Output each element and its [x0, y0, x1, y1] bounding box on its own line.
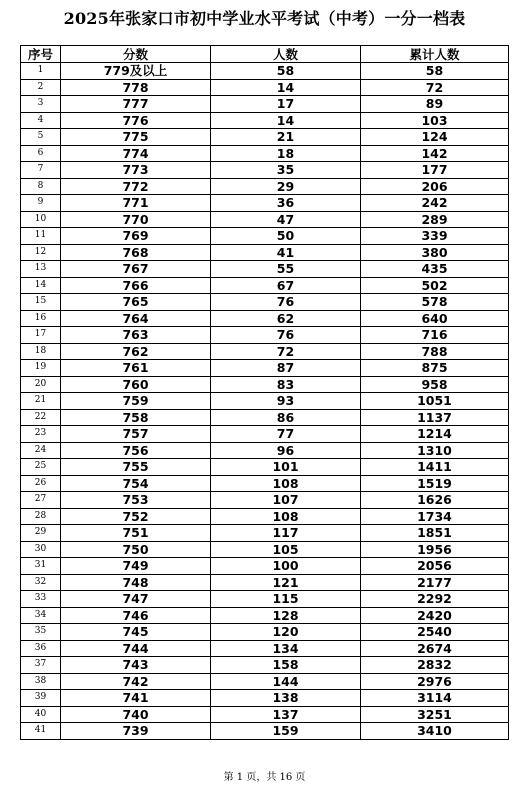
row-score-cell: 769: [61, 228, 211, 245]
row-score-cell: 771: [61, 195, 211, 212]
row-score-cell: 777: [61, 96, 211, 113]
table-row: [21, 162, 509, 179]
row-count-cell: 117: [211, 525, 361, 542]
row-seq-cell: 18: [21, 343, 61, 360]
row-score-cell: 766: [61, 277, 211, 294]
row-cumulative-cell: 875: [361, 360, 509, 377]
row-seq-cell: 30: [21, 541, 61, 558]
row-cumulative-cell: 2674: [361, 640, 509, 657]
row-seq-cell: 27: [21, 492, 61, 509]
row-count-cell: 159: [211, 723, 361, 740]
row-seq-cell: 9: [21, 195, 61, 212]
row-count-cell: 17: [211, 96, 361, 113]
row-cumulative-cell: 2056: [361, 558, 509, 575]
row-count-cell: 35: [211, 162, 361, 179]
row-score-cell: 774: [61, 145, 211, 162]
table-row: [21, 228, 509, 245]
row-count-cell: 87: [211, 360, 361, 377]
row-count-cell: 29: [211, 178, 361, 195]
row-score-cell: 748: [61, 574, 211, 591]
row-count-cell: 72: [211, 343, 361, 360]
row-cumulative-cell: 578: [361, 294, 509, 311]
row-cumulative-cell: 3410: [361, 723, 509, 740]
row-seq-cell: 28: [21, 508, 61, 525]
row-count-cell: 134: [211, 640, 361, 657]
row-cumulative-cell: 289: [361, 211, 509, 228]
row-cumulative-cell: 89: [361, 96, 509, 113]
row-cumulative-cell: 58: [361, 63, 509, 80]
page-number-footer: 第 1 页，共 16 页: [223, 772, 306, 783]
row-cumulative-cell: 339: [361, 228, 509, 245]
row-score-cell: 770: [61, 211, 211, 228]
row-cumulative-cell: 1310: [361, 442, 509, 459]
row-count-cell: 50: [211, 228, 361, 245]
row-score-cell: 768: [61, 244, 211, 261]
column-header-score: 分数: [61, 46, 211, 63]
row-cumulative-cell: 2832: [361, 657, 509, 674]
row-seq-cell: 16: [21, 310, 61, 327]
table-row: [21, 574, 509, 591]
row-count-cell: 62: [211, 310, 361, 327]
row-cumulative-cell: 72: [361, 79, 509, 96]
row-count-cell: 108: [211, 508, 361, 525]
row-cumulative-cell: 716: [361, 327, 509, 344]
row-seq-cell: 22: [21, 409, 61, 426]
row-seq-cell: 19: [21, 360, 61, 377]
row-count-cell: 86: [211, 409, 361, 426]
row-seq-cell: 36: [21, 640, 61, 657]
row-score-cell: 773: [61, 162, 211, 179]
row-seq-cell: 4: [21, 112, 61, 129]
row-cumulative-cell: 2540: [361, 624, 509, 641]
row-count-cell: 58: [211, 63, 361, 80]
row-cumulative-cell: 788: [361, 343, 509, 360]
row-count-cell: 115: [211, 591, 361, 608]
row-score-cell: 751: [61, 525, 211, 542]
row-cumulative-cell: 242: [361, 195, 509, 212]
row-count-cell: 76: [211, 327, 361, 344]
row-seq-cell: 25: [21, 459, 61, 476]
row-score-cell: 760: [61, 376, 211, 393]
row-seq-cell: 10: [21, 211, 61, 228]
column-header-count: 人数: [211, 46, 361, 63]
table-row: [21, 195, 509, 212]
table-row: [21, 79, 509, 96]
table-row: [21, 294, 509, 311]
row-score-cell: 765: [61, 294, 211, 311]
row-seq-cell: 2: [21, 79, 61, 96]
row-seq-cell: 15: [21, 294, 61, 311]
row-cumulative-cell: 177: [361, 162, 509, 179]
row-seq-cell: 21: [21, 393, 61, 410]
table-row: [21, 640, 509, 657]
table-row: [21, 459, 509, 476]
row-score-cell: 764: [61, 310, 211, 327]
table-row: [21, 211, 509, 228]
row-cumulative-cell: 124: [361, 129, 509, 146]
row-cumulative-cell: 435: [361, 261, 509, 278]
row-score-cell: 744: [61, 640, 211, 657]
row-count-cell: 144: [211, 673, 361, 690]
table-row: [21, 591, 509, 608]
row-score-cell: 740: [61, 706, 211, 723]
row-count-cell: 14: [211, 79, 361, 96]
row-count-cell: 107: [211, 492, 361, 509]
table-row: [21, 178, 509, 195]
table-row: [21, 657, 509, 674]
row-count-cell: 67: [211, 277, 361, 294]
table-row: [21, 310, 509, 327]
row-count-cell: 93: [211, 393, 361, 410]
table-row: [21, 607, 509, 624]
row-seq-cell: 41: [21, 723, 61, 740]
table-body: [21, 63, 509, 740]
row-cumulative-cell: 2420: [361, 607, 509, 624]
row-score-cell: 743: [61, 657, 211, 674]
row-count-cell: 77: [211, 426, 361, 443]
table-row: [21, 360, 509, 377]
row-count-cell: 100: [211, 558, 361, 575]
row-seq-cell: 7: [21, 162, 61, 179]
table-row: [21, 96, 509, 113]
row-score-cell: 759: [61, 393, 211, 410]
row-cumulative-cell: 380: [361, 244, 509, 261]
row-count-cell: 21: [211, 129, 361, 146]
table-row: [21, 690, 509, 707]
row-score-cell: 754: [61, 475, 211, 492]
row-score-cell: 778: [61, 79, 211, 96]
row-seq-cell: 38: [21, 673, 61, 690]
row-seq-cell: 5: [21, 129, 61, 146]
table-row: [21, 343, 509, 360]
row-score-cell: 772: [61, 178, 211, 195]
table-row: [21, 541, 509, 558]
row-count-cell: 18: [211, 145, 361, 162]
row-seq-cell: 6: [21, 145, 61, 162]
row-score-cell: 753: [61, 492, 211, 509]
row-score-cell: 750: [61, 541, 211, 558]
row-seq-cell: 24: [21, 442, 61, 459]
table-row: [21, 673, 509, 690]
row-score-cell: 775: [61, 129, 211, 146]
table-row: [21, 261, 509, 278]
table-row: [21, 475, 509, 492]
row-cumulative-cell: 103: [361, 112, 509, 129]
row-seq-cell: 20: [21, 376, 61, 393]
row-seq-cell: 29: [21, 525, 61, 542]
row-cumulative-cell: 958: [361, 376, 509, 393]
row-score-cell: 756: [61, 442, 211, 459]
table-row: [21, 426, 509, 443]
row-cumulative-cell: 3251: [361, 706, 509, 723]
column-header-cumulative: 累计人数: [361, 46, 509, 63]
row-seq-cell: 8: [21, 178, 61, 195]
table-row: [21, 723, 509, 740]
row-score-cell: 739: [61, 723, 211, 740]
table-row: [21, 63, 509, 80]
row-cumulative-cell: 1626: [361, 492, 509, 509]
row-seq-cell: 31: [21, 558, 61, 575]
row-score-cell: 742: [61, 673, 211, 690]
row-score-cell: 758: [61, 409, 211, 426]
table-row: [21, 277, 509, 294]
row-seq-cell: 26: [21, 475, 61, 492]
row-cumulative-cell: 1214: [361, 426, 509, 443]
row-count-cell: 138: [211, 690, 361, 707]
table-row: [21, 409, 509, 426]
row-count-cell: 41: [211, 244, 361, 261]
row-count-cell: 96: [211, 442, 361, 459]
row-count-cell: 36: [211, 195, 361, 212]
row-cumulative-cell: 502: [361, 277, 509, 294]
row-count-cell: 55: [211, 261, 361, 278]
row-count-cell: 101: [211, 459, 361, 476]
row-cumulative-cell: 3114: [361, 690, 509, 707]
row-cumulative-cell: 1851: [361, 525, 509, 542]
row-score-cell: 763: [61, 327, 211, 344]
row-count-cell: 83: [211, 376, 361, 393]
row-score-cell: 776: [61, 112, 211, 129]
row-score-cell: 779及以上: [61, 63, 211, 80]
row-seq-cell: 33: [21, 591, 61, 608]
row-cumulative-cell: 1411: [361, 459, 509, 476]
row-cumulative-cell: 2976: [361, 673, 509, 690]
row-score-cell: 749: [61, 558, 211, 575]
table-row: [21, 112, 509, 129]
row-count-cell: 108: [211, 475, 361, 492]
row-seq-cell: 40: [21, 706, 61, 723]
column-header-seq: 序号: [21, 46, 61, 63]
score-distribution-table: [20, 45, 509, 740]
row-cumulative-cell: 206: [361, 178, 509, 195]
row-cumulative-cell: 1956: [361, 541, 509, 558]
row-seq-cell: 17: [21, 327, 61, 344]
row-cumulative-cell: 1137: [361, 409, 509, 426]
row-score-cell: 767: [61, 261, 211, 278]
row-score-cell: 746: [61, 607, 211, 624]
table-header-row: [21, 46, 509, 63]
table-row: [21, 393, 509, 410]
row-seq-cell: 1: [21, 63, 61, 80]
row-seq-cell: 13: [21, 261, 61, 278]
row-seq-cell: 35: [21, 624, 61, 641]
page-title: 2025年张家口市初中学业水平考试（中考）一分一档表: [63, 9, 466, 28]
row-cumulative-cell: 2292: [361, 591, 509, 608]
row-seq-cell: 32: [21, 574, 61, 591]
row-seq-cell: 37: [21, 657, 61, 674]
table-row: [21, 624, 509, 641]
row-count-cell: 47: [211, 211, 361, 228]
row-seq-cell: 23: [21, 426, 61, 443]
table-row: [21, 525, 509, 542]
row-seq-cell: 3: [21, 96, 61, 113]
row-count-cell: 105: [211, 541, 361, 558]
row-cumulative-cell: 2177: [361, 574, 509, 591]
row-score-cell: 747: [61, 591, 211, 608]
row-seq-cell: 39: [21, 690, 61, 707]
row-seq-cell: 12: [21, 244, 61, 261]
table-row: [21, 706, 509, 723]
table-row: [21, 244, 509, 261]
row-count-cell: 128: [211, 607, 361, 624]
row-count-cell: 76: [211, 294, 361, 311]
row-score-cell: 752: [61, 508, 211, 525]
row-cumulative-cell: 640: [361, 310, 509, 327]
table-row: [21, 508, 509, 525]
row-cumulative-cell: 1734: [361, 508, 509, 525]
row-score-cell: 761: [61, 360, 211, 377]
row-score-cell: 755: [61, 459, 211, 476]
table-row: [21, 442, 509, 459]
row-cumulative-cell: 1051: [361, 393, 509, 410]
row-count-cell: 137: [211, 706, 361, 723]
row-score-cell: 757: [61, 426, 211, 443]
row-score-cell: 762: [61, 343, 211, 360]
table-row: [21, 558, 509, 575]
table-row: [21, 492, 509, 509]
row-seq-cell: 11: [21, 228, 61, 245]
row-count-cell: 14: [211, 112, 361, 129]
table-row: [21, 129, 509, 146]
table-row: [21, 376, 509, 393]
table-row: [21, 145, 509, 162]
row-seq-cell: 14: [21, 277, 61, 294]
row-score-cell: 741: [61, 690, 211, 707]
row-cumulative-cell: 1519: [361, 475, 509, 492]
row-seq-cell: 34: [21, 607, 61, 624]
row-count-cell: 121: [211, 574, 361, 591]
table-row: [21, 327, 509, 344]
row-cumulative-cell: 142: [361, 145, 509, 162]
row-score-cell: 745: [61, 624, 211, 641]
row-count-cell: 158: [211, 657, 361, 674]
row-count-cell: 120: [211, 624, 361, 641]
